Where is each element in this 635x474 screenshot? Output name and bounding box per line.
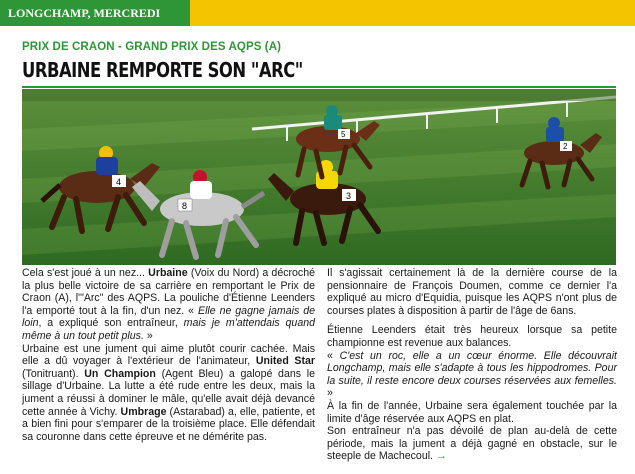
text-run: (Agent Bleu) a galopé dans le sillage d'Urbaine. La lutte a été rude entre les deux, mais la jument a réussi à dominer le mâle, qu'elle avait déjà devancé cette année à Vichy.: [22, 367, 315, 418]
article-column-left: [22, 267, 315, 443]
section-header-bar: [0, 0, 635, 26]
text-run: «: [327, 349, 340, 362]
paragraph: Il s'agissait certainement là de la dernière course de la pensionnaire de François Doumen, comme ce dernier l'a expliqué au micro d'Equidia, puisque les AQPS n'ont plus de courses plates à disposition à partir de l'âge de 6ans.: [327, 267, 617, 317]
text-run: »: [143, 329, 153, 342]
text-run: Son entraîneur n'a pas dévoilé de plan au-delà de cette période, mais la jument a déjà gagné en obstacle, sur le steeple de Machecoul.: [327, 425, 617, 463]
quote-text: mais je m'attendais quand même à un tout petit plus.: [22, 317, 315, 342]
text-run: (Voix du Nord) a décroché la plus belle victoire de sa carrière en remportant le Prix de Craon (A), l'"Arc" des AQPS. La pouliche d'Étienne Leenders l'a emporté tout à la fin, d'un nez. «: [22, 267, 316, 317]
svg-text:2: 2: [563, 142, 568, 151]
svg-text:8: 8: [182, 201, 188, 211]
horse-name-urbaine: Urbaine: [148, 267, 188, 279]
text-run: »: [327, 387, 333, 400]
text-run: , a expliqué son entraîneur,: [38, 317, 184, 330]
text-run: (Astarabad) a, elle, patiente, et a bien fini pour s'emparer de la troisième place. Elle défendait sa couronne dans cette épreuve et ne démérite pas.: [22, 405, 316, 443]
paragraph: [22, 343, 315, 444]
quote-text: C'est un roc, elle a un cœur énorme. Elle découvrait Longchamp, mais elle s'adapte à tous les hippodromes. Pour la suite, il reste encore deux courses réservées aux femelles.: [327, 349, 617, 387]
continue-arrow-icon: →: [435, 450, 447, 463]
race-photo: [22, 89, 616, 265]
paragraph: [22, 267, 315, 343]
paragraph: À la fin de l'année, Urbaine sera également touchée par la limite d'âge réservée aux AQPS en plat.: [327, 399, 617, 425]
svg-text:3: 3: [346, 191, 352, 201]
article-headline: URBAINE REMPORTE SON "ARC": [22, 58, 303, 82]
horse-name-umbrage: Umbrage: [120, 405, 167, 418]
horse-name-un-champion: Un Champion: [84, 367, 156, 380]
article-column-right: [327, 267, 617, 463]
paragraph: Étienne Leenders était très heureux lorsque sa petite championne est revenue aux balances.: [327, 324, 617, 349]
section-label: LONGCHAMP, MERCREDI: [0, 0, 190, 26]
text-run: (Tonitruant).: [22, 367, 85, 380]
article-kicker: PRIX DE CRAON - GRAND PRIX DES AQPS (A): [22, 41, 282, 53]
paragraph: [327, 350, 617, 400]
text-run: Cela s'est joué à un nez...: [22, 267, 149, 279]
svg-text:5: 5: [341, 130, 346, 139]
text-run: Urbaine est une jument qui aime plutôt courir cachée. Mais elle a dû voyager à l'extérieur de l'animateur,: [22, 342, 315, 368]
svg-text:4: 4: [116, 177, 122, 187]
quote-text: Elle ne gagne jamais de loin: [22, 304, 315, 330]
headline-rule: [22, 86, 616, 88]
horse-name-united-star: United Star: [255, 355, 315, 368]
paragraph: [327, 425, 617, 463]
